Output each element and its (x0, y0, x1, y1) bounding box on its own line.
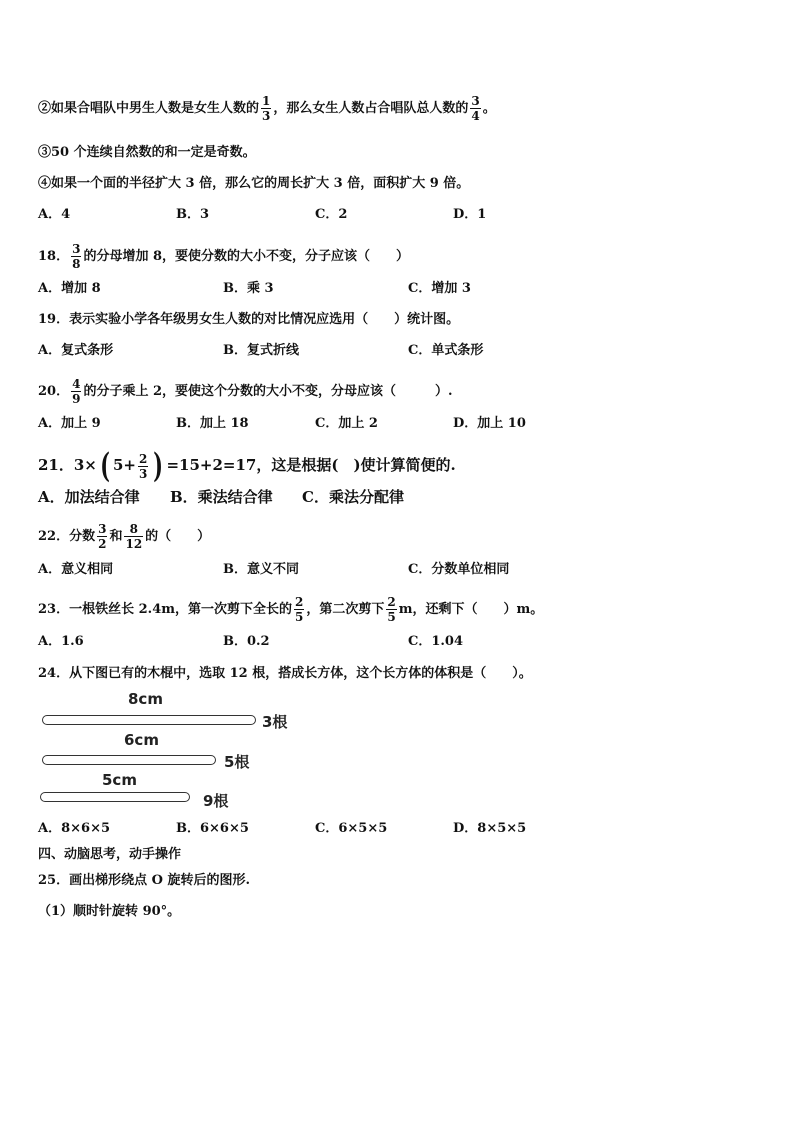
fraction-2-3: $\frac{2}{3}$ (139, 451, 148, 481)
q22-option-a: A．意义相同 (38, 562, 114, 577)
q21-option-a: A．加法结合律 (38, 488, 140, 506)
fraction-4-9: $\frac{4}{9}$ (72, 377, 81, 406)
q20-option-b: B．加上 18 (176, 416, 249, 431)
q24-option-d: D．8×5×5 (453, 821, 527, 836)
option-c: C．2 (315, 207, 348, 222)
stick-5cm (40, 792, 190, 802)
q23-option-a: A．1.6 (38, 634, 84, 649)
question-25: 25．画出梯形绕点 O 旋转后的图形. (38, 873, 250, 888)
fraction-1-3: $\frac{1}{3}$ (262, 94, 271, 123)
fraction-3-8: $\frac{3}{8}$ (72, 242, 81, 271)
fraction-3-2: $\frac{3}{2}$ (98, 522, 107, 551)
stick-8cm (42, 715, 256, 725)
left-paren: ( (100, 446, 110, 486)
question-25-part-1: （1）顺时针旋转 90°。 (38, 904, 181, 919)
question-22: 22．分数 $\frac{3}{2}$ 和 $\frac{8}{12}$ 的（ ） (38, 522, 211, 551)
statement-2: ②如果合唱队中男生人数是女生人数的 $\frac{1}{3}$ ，那么女生人数占合唱队总人数的 $\frac{3}{4}$ 。 (38, 94, 496, 123)
q22-option-b: B．意义不同 (223, 562, 299, 577)
q24-option-b: B．6×6×5 (176, 821, 249, 836)
question-23: 23．一根铁丝长 2.4m，第一次剪下全长的 $\frac{2}{5}$ ，第二次剪下 $\frac{2}{5}$ m，还剩下（ ）m。 (38, 595, 544, 624)
stick-6cm (42, 755, 216, 765)
stick-8cm-length: 8cm (128, 690, 163, 708)
q18-option-a: A．增加 8 (38, 281, 101, 296)
stick-6cm-length: 6cm (124, 731, 159, 749)
stick-8cm-count: 3根 (262, 713, 288, 731)
q20-option-c: C．加上 2 (315, 416, 378, 431)
q23-option-b: B．0.2 (223, 634, 270, 649)
q22-option-c: C．分数单位相同 (408, 562, 510, 577)
q21-option-c: C．乘法分配律 (302, 488, 404, 506)
q18-option-c: C．增加 3 (408, 281, 471, 296)
stick-5cm-count: 9根 (203, 792, 229, 810)
stick-6cm-count: 5根 (224, 753, 250, 771)
q20-option-d: D．加上 10 (453, 416, 526, 431)
q19-option-b: B．复式折线 (223, 343, 299, 358)
fraction-2-5: $\frac{2}{5}$ (295, 595, 304, 624)
q24-option-c: C．6×5×5 (315, 821, 388, 836)
q18-option-b: B．乘 3 (223, 281, 274, 296)
option-d: D．1 (453, 207, 487, 222)
q23-option-c: C．1.04 (408, 634, 464, 649)
question-18: 18． $\frac{3}{8}$ 的分母增加 8，要使分数的大小不变，分子应该（ ） (38, 242, 410, 271)
question-19: 19．表示实验小学各年级男女生人数的对比情况应选用（ ）统计图。 (38, 312, 460, 327)
section-4-heading: 四、动脑思考，动手操作 (38, 847, 182, 862)
q21-option-b: B．乘法结合律 (170, 488, 273, 506)
question-21: 21．3×( 5+ $\frac{2}{3}$ ) =15+2=17，这是根据( )使计算简便的. (38, 446, 456, 486)
question-20: 20． $\frac{4}{9}$ 的分子乘上 2，要使这个分数的大小不变，分母应该（ ）. (38, 377, 453, 406)
option-a: A．4 (38, 207, 71, 222)
option-b: B．3 (176, 207, 210, 222)
q20-option-a: A．加上 9 (38, 416, 101, 431)
fraction-3-4: $\frac{3}{4}$ (471, 94, 480, 123)
question-24: 24．从下图已有的木棍中，选取 12 根，搭成长方体，这个长方体的体积是（ ）。 (38, 666, 532, 681)
fraction-8-12: $\frac{8}{12}$ (125, 522, 143, 551)
statement-4: ④如果一个面的半径扩大 3 倍，那么它的周长扩大 3 倍，面积扩大 9 倍。 (38, 176, 470, 191)
q19-option-a: A．复式条形 (38, 343, 114, 358)
right-paren: ) (153, 446, 164, 486)
stick-5cm-length: 5cm (102, 771, 137, 789)
q19-option-c: C．单式条形 (408, 343, 484, 358)
statement-3: ③50 个连续自然数的和一定是奇数。 (38, 145, 256, 160)
fraction-2-5-second: $\frac{2}{5}$ (387, 595, 396, 624)
q24-option-a: A．8×6×5 (38, 821, 111, 836)
